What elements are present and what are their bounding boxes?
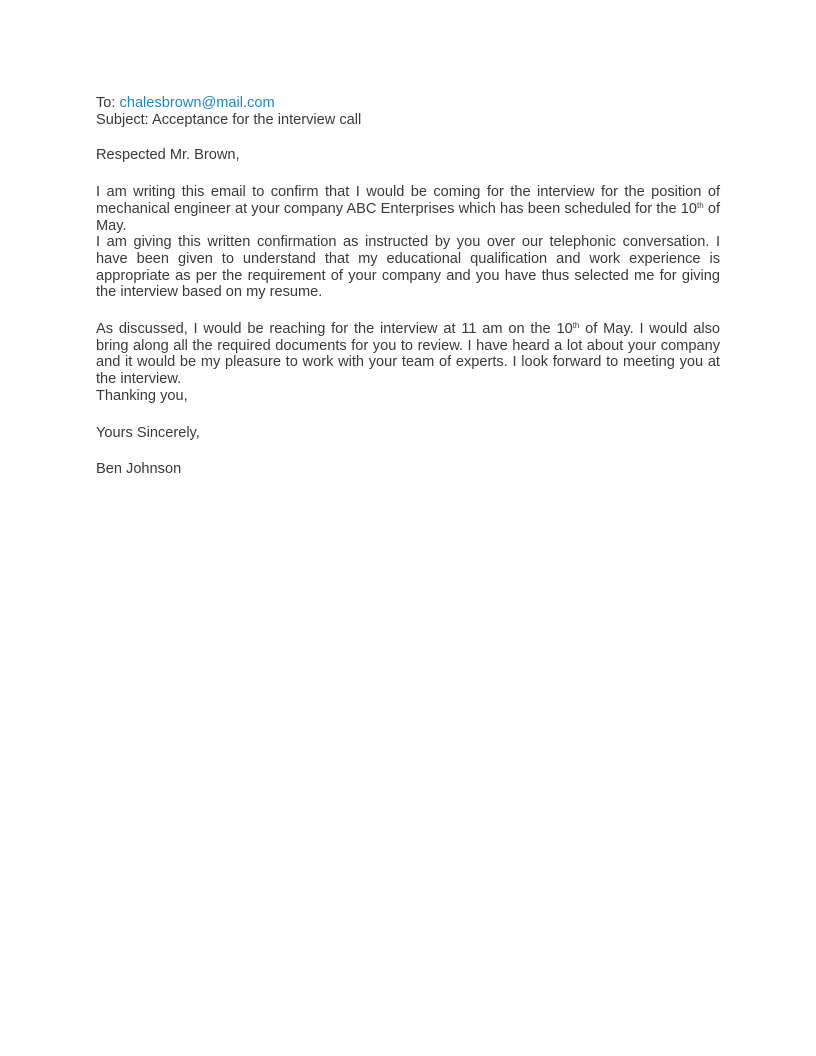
ordinal-suffix: th — [696, 200, 704, 210]
signature-name: Ben Johnson — [96, 461, 182, 478]
paragraph-confirmation-text: I am writing this email to confirm that I would be coming for the interview for the position of mechanical engineer at your company ABC Enterprises which has been scheduled for the 10 — [96, 184, 720, 217]
to-label: To: — [96, 95, 116, 111]
closing-line: Yours Sincerely, — [96, 424, 200, 441]
greeting: Respected Mr. Brown, — [96, 147, 240, 164]
paragraph-confirmation-end: of May. — [96, 200, 720, 234]
paragraph-arrival-text: As discussed, I would be reaching for the interview at 11 am on the 10 — [96, 321, 573, 338]
ordinal-suffix-2: th — [572, 321, 580, 331]
paragraph-written-confirmation: I am giving this written confirmation as instructed by you over our telephonic conversation. I have been given to understand that my educational qualification and work experience is appropriate as per the requirement of your company and you have thus selected me for giving the interview based on my resume. — [96, 234, 720, 301]
thanks-line: Thanking you, — [96, 387, 188, 404]
paragraph-confirmation — [96, 184, 720, 234]
recipient-email-link[interactable]: chalesbrown@mail.com — [119, 95, 275, 111]
subject-line: Subject: Acceptance for the interview call — [96, 111, 362, 128]
letter-body — [96, 95, 720, 478]
paragraph-arrival-end: of May. I would also bring along all the required documents for you to review. I have heard a lot about your company and it would be my pleasure to work with your team of experts. I look forward to meeting you at the interview. — [96, 321, 720, 388]
paragraph-arrival — [96, 321, 720, 388]
to-line — [96, 95, 720, 112]
